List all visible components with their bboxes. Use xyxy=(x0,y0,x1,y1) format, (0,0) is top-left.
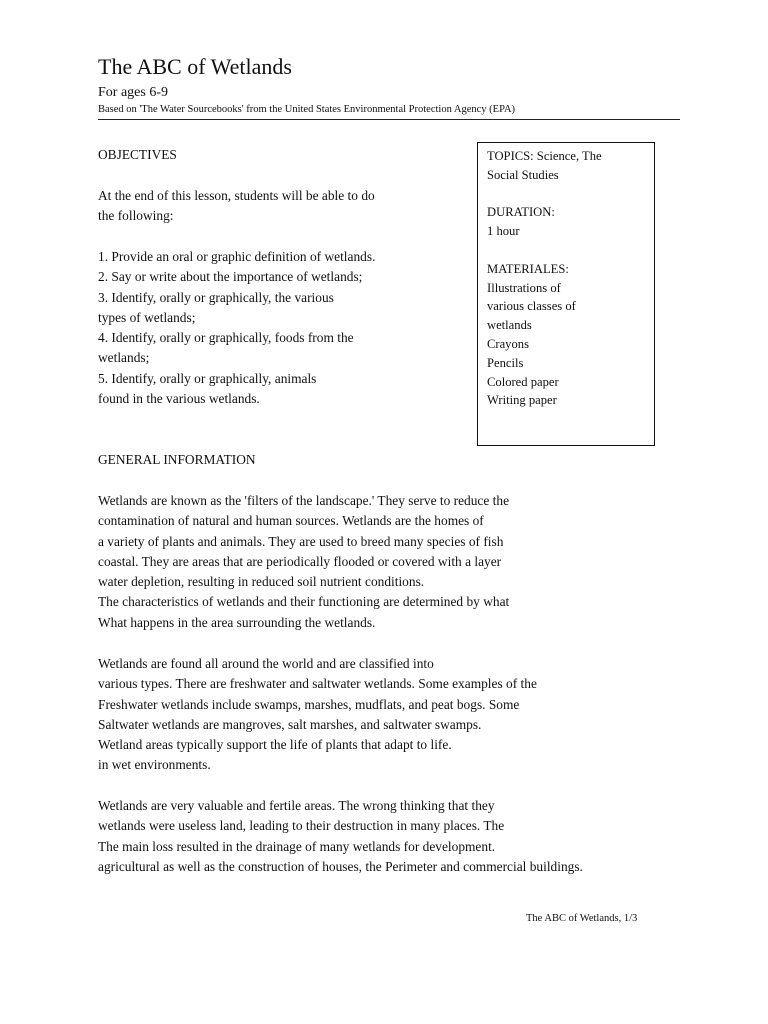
list-line: found in the various wetlands. xyxy=(98,391,260,407)
text-line: the following: xyxy=(98,208,174,224)
text-line: wetlands were useless land, leading to their destruction in many places. The xyxy=(98,818,505,834)
general-heading: GENERAL INFORMATION xyxy=(98,452,256,467)
general-paragraph-3 xyxy=(98,796,583,877)
materials-item: Writing paper xyxy=(487,393,557,408)
text-line: Wetlands are known as the 'filters of the landscape.' They serve to reduce the xyxy=(98,493,510,508)
text-line: At the end of this lesson, students will be able to do xyxy=(98,188,375,203)
objectives-intro xyxy=(98,186,375,227)
list-line: types of wetlands; xyxy=(98,309,196,325)
materials-item: wetlands xyxy=(487,318,532,333)
document-title: The ABC of Wetlands xyxy=(98,54,292,79)
text-line: agricultural as well as the construction of houses, the Perimeter and commercial buildings. xyxy=(98,858,583,874)
text-line: Wetlands are found all around the world and are classified into xyxy=(98,656,434,671)
text-line: Saltwater wetlands are mangroves, salt marshes, and saltwater swamps. xyxy=(98,716,482,732)
duration-value: 1 hour xyxy=(487,224,520,239)
list-line: 5. Identify, orally or graphically, animals xyxy=(98,370,317,386)
materials-item: Illustrations of xyxy=(487,280,561,295)
text-line: Wetland areas typically support the life of plants that adapt to life. xyxy=(98,737,452,753)
general-paragraph-2 xyxy=(98,654,537,776)
text-line: a variety of plants and animals. They are used to breed many species of fish xyxy=(98,533,504,549)
list-line: wetlands; xyxy=(98,350,150,366)
text-line: What happens in the area surrounding the wetlands. xyxy=(98,614,376,630)
materials-label: MATERIALES: xyxy=(487,261,569,276)
materials-item: Crayons xyxy=(487,336,529,351)
general-paragraph-1 xyxy=(98,491,509,633)
list-line: 3. Identify, orally or graphically, the various xyxy=(98,289,334,305)
spacer xyxy=(487,241,646,260)
text-line: The main loss resulted in the drainage of many wetlands for development. xyxy=(98,838,496,854)
materials-item: Colored paper xyxy=(487,374,559,389)
materials-item: Pencils xyxy=(487,355,524,370)
materials-item: various classes of xyxy=(487,299,576,314)
header-divider xyxy=(98,119,680,120)
list-line: 2. Say or write about the importance of wetlands; xyxy=(98,269,363,285)
text-line: in wet environments. xyxy=(98,757,211,773)
objectives-heading: OBJECTIVES xyxy=(98,147,177,162)
topics-line: TOPICS: Science, The xyxy=(487,149,602,163)
duration-label: DURATION: xyxy=(487,205,555,220)
text-line: contamination of natural and human sources. Wetlands are the homes of xyxy=(98,513,484,529)
source-note: Based on 'The Water Sourcebooks' from the United States Environmental Protection Agency (EPA) xyxy=(98,104,516,115)
text-line: coastal. They are areas that are periodically flooded or covered with a layer xyxy=(98,553,502,569)
spacer xyxy=(487,185,646,204)
list-line: 4. Identify, orally or graphically, foods from the xyxy=(98,330,354,346)
document-subtitle: For ages 6-9 xyxy=(98,85,168,100)
text-line: Freshwater wetlands include swamps, marshes, mudflats, and peat bogs. Some xyxy=(98,696,520,712)
text-line: The characteristics of wetlands and their functioning are determined by what xyxy=(98,594,510,610)
text-line: water depletion, resulting in reduced soil nutrient conditions. xyxy=(98,574,425,590)
topics-line: Social Studies xyxy=(487,167,559,182)
text-line: Wetlands are very valuable and fertile areas. The wrong thinking that they xyxy=(98,798,495,813)
lesson-info-box xyxy=(477,142,655,446)
objectives-list xyxy=(98,247,375,409)
text-line: various types. There are freshwater and saltwater wetlands. Some examples of the xyxy=(98,676,537,692)
page-footer: The ABC of Wetlands, 1/3 xyxy=(526,913,638,924)
list-line: 1. Provide an oral or graphic definition of wetlands. xyxy=(98,249,376,264)
